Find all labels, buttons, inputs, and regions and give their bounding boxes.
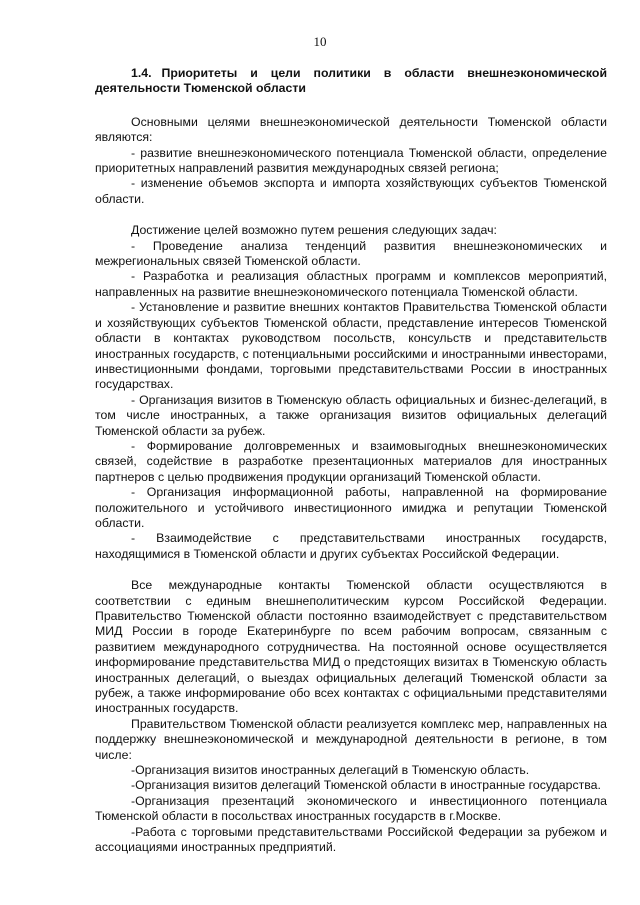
spacer bbox=[95, 207, 607, 223]
task-item: - Установление и развитие внешних контактов Правительства Тюменской области и хозяйствующих субъектов Тюменской области, представление интересов Тюменской области в контактах руководством посольств, консульств и представительств иностранных государств, с потенциальными российскими и иностранными инвесторами, инвестиционными фондами, торговыми представительствами России в иностранных государствах. bbox=[95, 300, 607, 392]
page-number: 10 bbox=[313, 34, 327, 49]
measure-item: -Организация визитов делегаций Тюменской области в иностранные государства. bbox=[131, 778, 601, 793]
tasks-intro: Достижение целей возможно путем решения следующих задач: bbox=[131, 223, 497, 238]
section-title: Приоритеты и цели политики в области внешнеэкономической деятельности Тюменской области bbox=[95, 66, 607, 96]
task-item: - Организация информационной работы, направленной на формирование положительного и устойчивого инвестиционного имиджа и репутации Тюменской области. bbox=[95, 485, 607, 530]
goal-item: - изменение объемов экспорта и импорта хозяйствующих субъектов Тюменской области. bbox=[95, 176, 607, 206]
task-item: - Взаимодействие с представительствами иностранных государств, находящимися в Тюменской области и других субъектах Российской Федерации. bbox=[95, 531, 607, 561]
document-body bbox=[95, 66, 607, 856]
measure-item: -Организация презентаций экономического и инвестиционного потенциала Тюменской области в посольствах иностранных государств в г.Москве. bbox=[95, 793, 607, 824]
task-item: - Разработка и реализация областных программ и комплексов мероприятий, направленных на развитие внешнеэкономического потенциала Тюменской области. bbox=[95, 269, 607, 299]
measure-item: -Работа с торговыми представительствами Российской Федерации за рубежом и ассоциациями иностранных предприятий. bbox=[95, 824, 607, 855]
section-number: 1.4. bbox=[131, 66, 152, 80]
contacts-paragraph: Все международные контакты Тюменской области осуществляются в соответствии с единым внешнеполитическим курсом Российской Федерации. Правительство Тюменской области постоянно взаимодействует с представительством МИД России в городе Екатеринбурге по всем рабочим вопросам, связанным с развитием международного сотрудничества. На постоянной основе осуществляется информирование представительства МИД о предстоящих визитах в Тюменскую область иностранных делегаций, о выездах официальных делегаций Тюменской области за рубеж, а также информирование обо всех контактах с официальными представителями иностранных государств. bbox=[95, 578, 607, 716]
task-item: - Формирование долговременных и взаимовыгодных внешнеэкономических связей, содействие в разработке презентационных материалов для иностранных партнеров с целью продвижения продукции организаций Тюменской области. bbox=[95, 438, 607, 484]
measures-intro: Правительством Тюменской области реализуется комплекс мер, направленных на поддержку внешнеэкономической и международной деятельности в регионе, в том числе: bbox=[95, 716, 607, 762]
spacer bbox=[95, 562, 607, 578]
task-item: - Проведение анализа тенденций развития внешнеэкономических и межрегиональных связей Тюменской области. bbox=[95, 238, 607, 269]
measure-item: -Организация визитов иностранных делегаций в Тюменскую область. bbox=[131, 763, 530, 778]
goal-item: - развитие внешнеэкономического потенциала Тюменской области, определение приоритетных направлений развития международных связей региона; bbox=[95, 145, 607, 176]
section-heading bbox=[95, 66, 607, 97]
task-item: - Организация визитов в Тюменскую область официальных и бизнес-делегаций, в том числе иностранных, а также организация визитов официальных делегаций Тюменской области за рубеж. bbox=[95, 392, 607, 438]
goals-intro: Основными целями внешнеэкономической деятельности Тюменской области являются: bbox=[95, 114, 607, 145]
